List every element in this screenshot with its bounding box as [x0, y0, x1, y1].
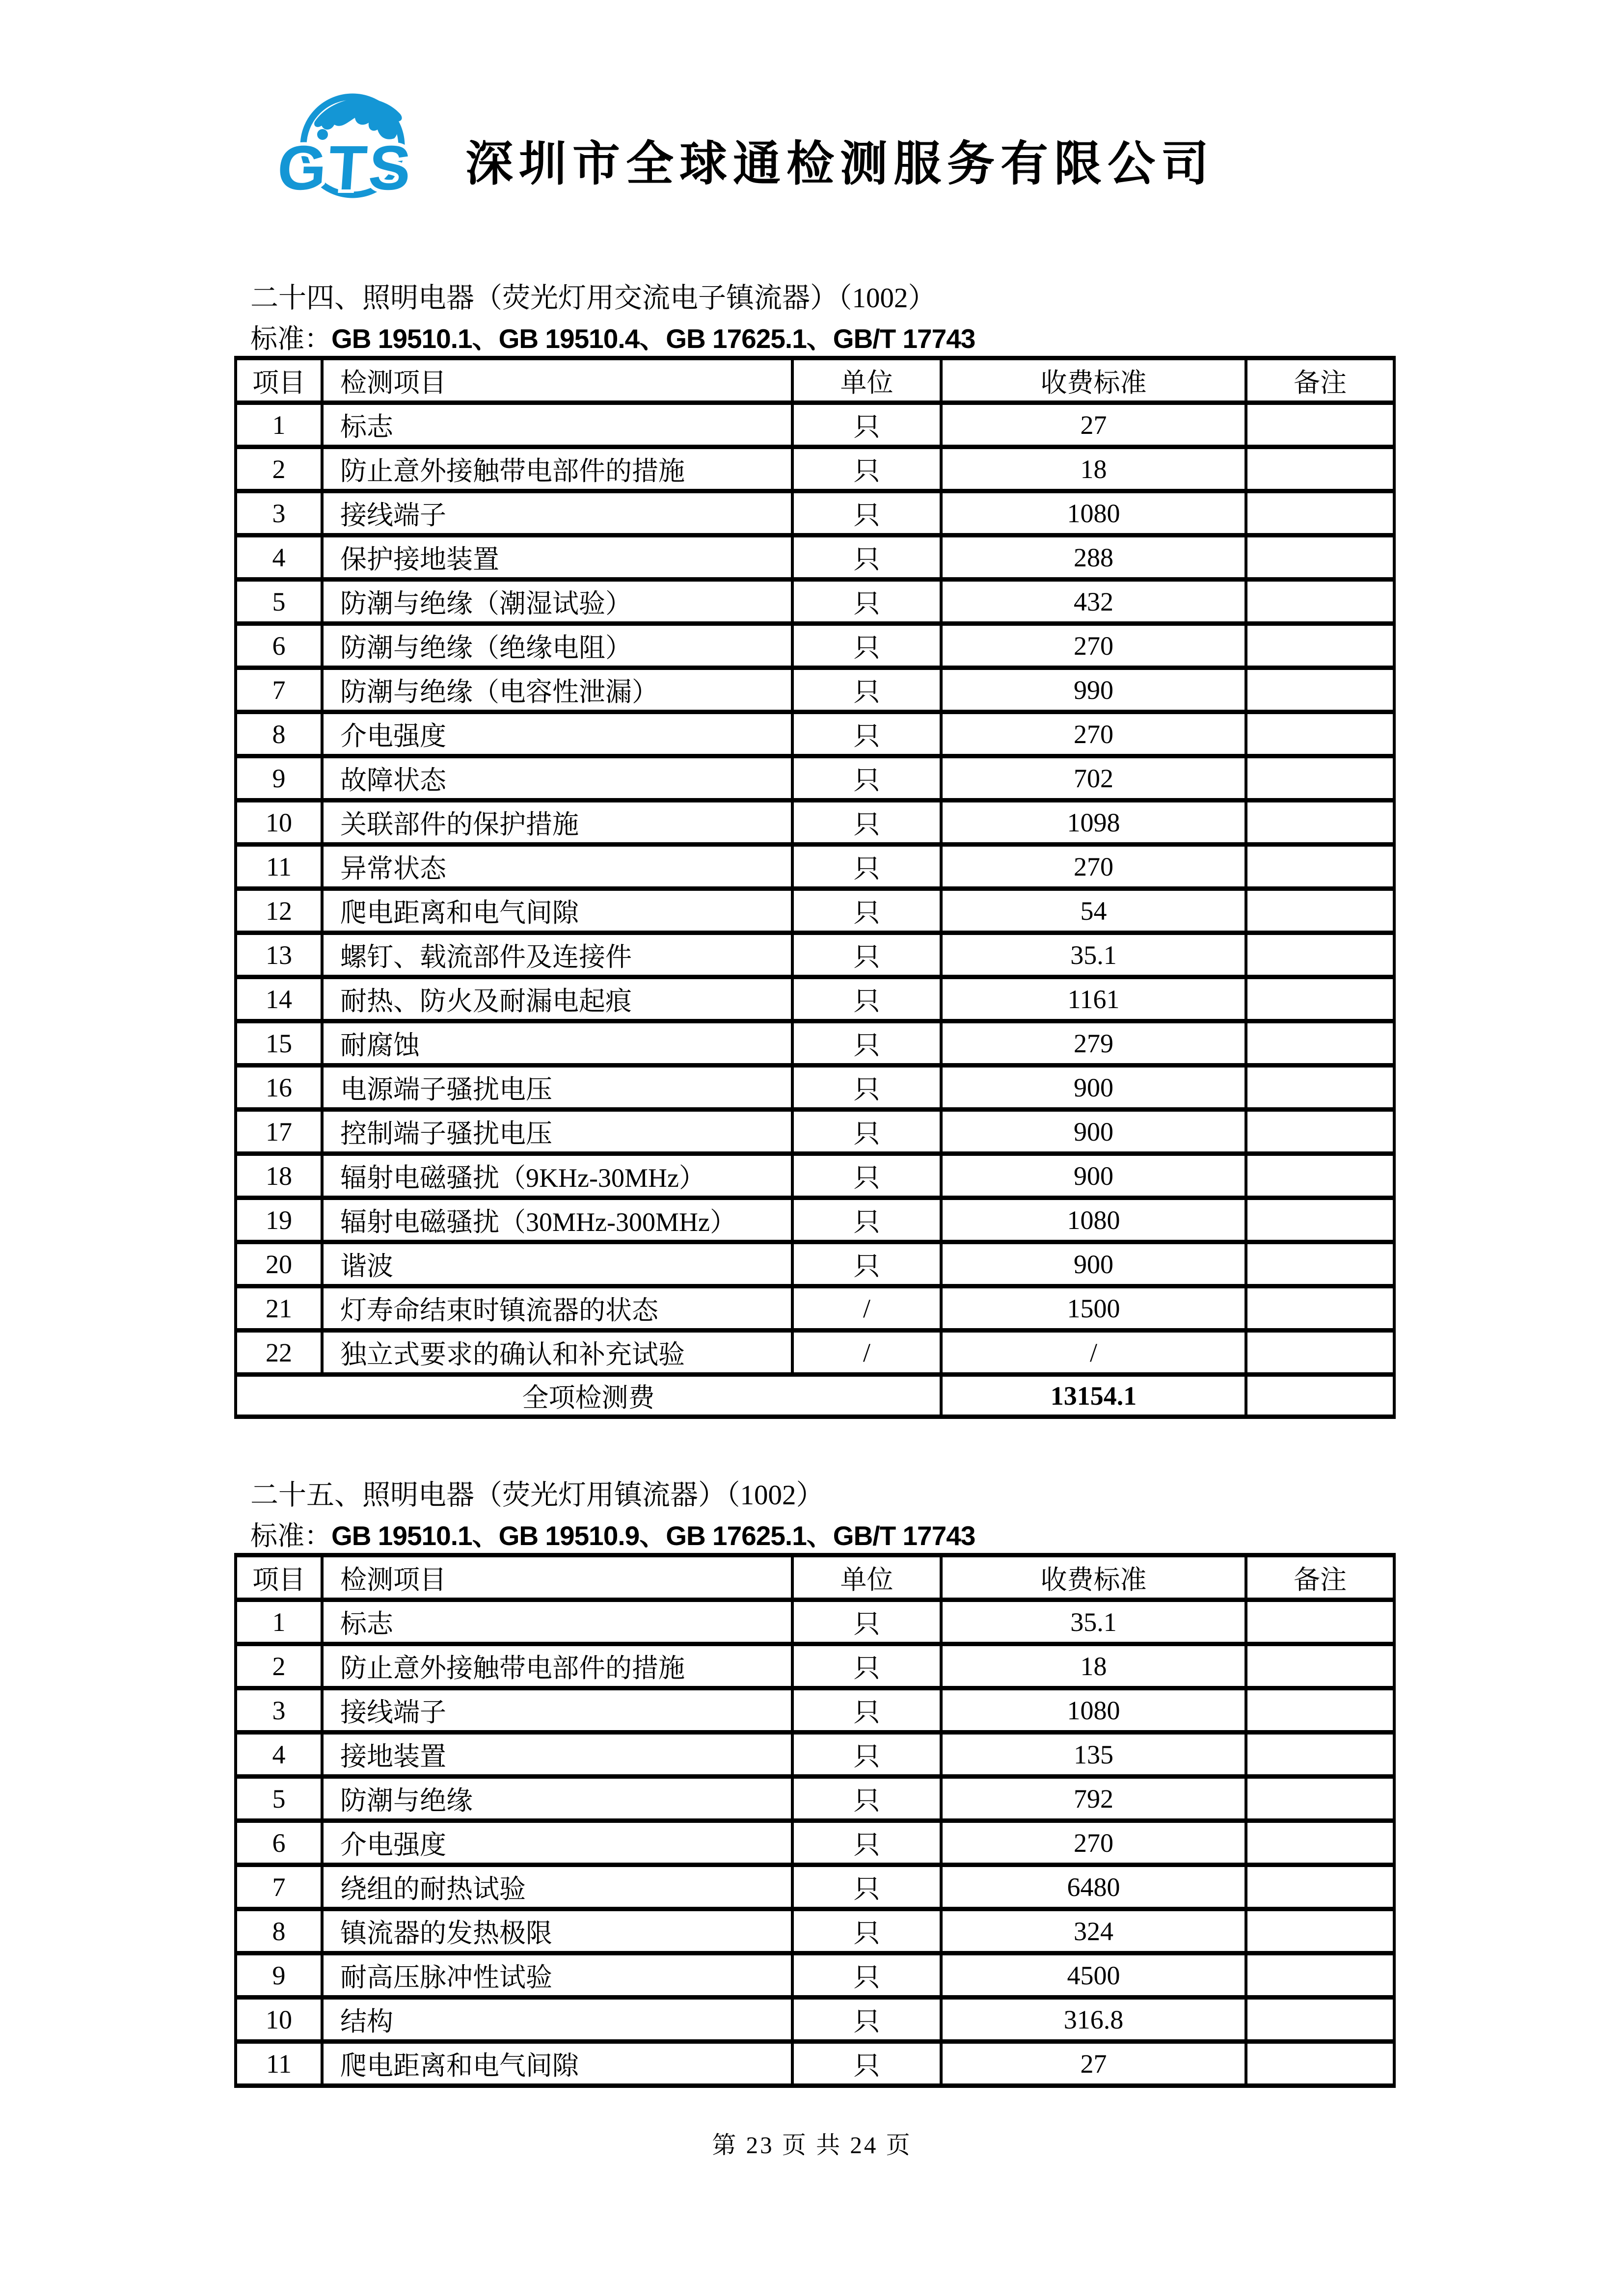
- cell-item: 耐腐蚀: [322, 1021, 792, 1066]
- cell-fee: 27: [941, 403, 1246, 447]
- table-row: [236, 447, 1394, 491]
- cell-fee: 35.1: [941, 1600, 1246, 1644]
- section-24: [234, 275, 1393, 1419]
- cell-remark: [1246, 845, 1394, 889]
- cell-no: 7: [236, 1865, 322, 1909]
- table-row: [236, 756, 1394, 801]
- cell-no: 10: [236, 801, 322, 845]
- cell-no: 20: [236, 1242, 322, 1286]
- cell-unit: 只: [792, 889, 941, 933]
- cell-remark: [1246, 977, 1394, 1021]
- section-title: 二十四、照明电器（荧光灯用交流电子镇流器）（1002）: [250, 283, 936, 314]
- cell-fee: 54: [941, 889, 1246, 933]
- cell-remark: [1246, 1865, 1394, 1909]
- cell-no: 22: [236, 1331, 322, 1375]
- cell-remark: [1246, 933, 1394, 977]
- section-title: 二十五、照明电器（荧光灯用镇流器）（1002）: [250, 1480, 824, 1511]
- total-fee: 13154.1: [941, 1375, 1246, 1417]
- cell-unit: 只: [792, 1821, 941, 1865]
- cell-item: 谐波: [322, 1242, 792, 1286]
- cell-remark: [1246, 1644, 1394, 1688]
- cell-item: 绕组的耐热试验: [322, 1865, 792, 1909]
- table-row: [236, 1331, 1394, 1375]
- cell-item: 保护接地装置: [322, 535, 792, 580]
- cell-unit: 只: [792, 1644, 941, 1688]
- standards-line: [250, 321, 1393, 356]
- cell-no: 5: [236, 580, 322, 624]
- standards-line: [250, 1519, 1393, 1553]
- column-header: 单位: [792, 1555, 941, 1600]
- cell-fee: 792: [941, 1777, 1246, 1821]
- cell-no: 7: [236, 668, 322, 712]
- standards-value: GB 19510.1、GB 19510.9、GB 17625.1、GB/T 17743: [331, 1521, 975, 1551]
- cell-unit: 只: [792, 1865, 941, 1909]
- cell-no: 13: [236, 933, 322, 977]
- cell-unit: 只: [792, 1998, 941, 2042]
- table-row: [236, 1998, 1394, 2042]
- table-row: [236, 1688, 1394, 1733]
- cell-unit: 只: [792, 933, 941, 977]
- cell-item: 耐高压脉冲性试验: [322, 1953, 792, 1998]
- cell-item: 标志: [322, 1600, 792, 1644]
- cell-unit: 只: [792, 447, 941, 491]
- cell-no: 15: [236, 1021, 322, 1066]
- table-row: [236, 1733, 1394, 1777]
- cell-remark: [1246, 1909, 1394, 1953]
- cell-unit: 只: [792, 1600, 941, 1644]
- cell-unit: 只: [792, 491, 941, 535]
- cell-fee: 1161: [941, 977, 1246, 1021]
- cell-unit: 只: [792, 1066, 941, 1110]
- table-row: [236, 1154, 1394, 1198]
- cell-unit: 只: [792, 977, 941, 1021]
- cell-fee: 316.8: [941, 1998, 1246, 2042]
- cell-unit: 只: [792, 1198, 941, 1242]
- table-row: [236, 668, 1394, 712]
- cell-remark: [1246, 756, 1394, 801]
- cell-unit: 只: [792, 1953, 941, 1998]
- cell-no: 21: [236, 1286, 322, 1331]
- page-content: [234, 275, 1393, 2088]
- cell-no: 5: [236, 1777, 322, 1821]
- column-header: 收费标准: [941, 358, 1246, 403]
- cell-no: 18: [236, 1154, 322, 1198]
- column-header: 项目: [236, 358, 322, 403]
- cell-fee: 324: [941, 1909, 1246, 1953]
- fee-table-24: [234, 356, 1396, 1419]
- section-25: [234, 1472, 1393, 2088]
- cell-remark: [1246, 1021, 1394, 1066]
- cell-item: 介电强度: [322, 712, 792, 756]
- cell-item: 防潮与绝缘（潮湿试验）: [322, 580, 792, 624]
- column-header: 备注: [1246, 358, 1394, 403]
- cell-remark: [1246, 1110, 1394, 1154]
- cell-remark: [1246, 1331, 1394, 1375]
- table-row: [236, 1644, 1394, 1688]
- cell-no: 10: [236, 1998, 322, 2042]
- cell-no: 8: [236, 712, 322, 756]
- cell-fee: 900: [941, 1154, 1246, 1198]
- cell-unit: 只: [792, 1777, 941, 1821]
- cell-no: 9: [236, 1953, 322, 1998]
- cell-unit: /: [792, 1331, 941, 1375]
- cell-remark: [1246, 2042, 1394, 2086]
- cell-item: 防止意外接触带电部件的措施: [322, 1644, 792, 1688]
- cell-unit: 只: [792, 845, 941, 889]
- cell-item: 电源端子骚扰电压: [322, 1066, 792, 1110]
- table-row: [236, 845, 1394, 889]
- cell-item: 防潮与绝缘: [322, 1777, 792, 1821]
- cell-remark: [1246, 1242, 1394, 1286]
- gts-globe-logo: [268, 83, 434, 209]
- cell-unit: 只: [792, 668, 941, 712]
- cell-fee: 6480: [941, 1865, 1246, 1909]
- cell-fee: 270: [941, 712, 1246, 756]
- standards-label: 标准：: [250, 1521, 332, 1551]
- cell-no: 1: [236, 1600, 322, 1644]
- column-header: 项目: [236, 1555, 322, 1600]
- cell-fee: 135: [941, 1733, 1246, 1777]
- table-row: [236, 1821, 1394, 1865]
- cell-remark: [1246, 447, 1394, 491]
- cell-unit: 只: [792, 1242, 941, 1286]
- table-row: [236, 2042, 1394, 2086]
- table-row: [236, 889, 1394, 933]
- cell-fee: 900: [941, 1066, 1246, 1110]
- table-row: [236, 1198, 1394, 1242]
- cell-remark: [1246, 1688, 1394, 1733]
- cell-remark: [1246, 668, 1394, 712]
- cell-fee: 1080: [941, 491, 1246, 535]
- cell-fee: 900: [941, 1110, 1246, 1154]
- cell-fee: 270: [941, 624, 1246, 668]
- table-row: [236, 1865, 1394, 1909]
- cell-item: 爬电距离和电气间隙: [322, 889, 792, 933]
- cell-remark: [1246, 1066, 1394, 1110]
- table-row: [236, 1777, 1394, 1821]
- cell-remark: [1246, 1286, 1394, 1331]
- cell-fee: 35.1: [941, 933, 1246, 977]
- cell-fee: 1080: [941, 1198, 1246, 1242]
- table-row: [236, 1953, 1394, 1998]
- cell-fee: 27: [941, 2042, 1246, 2086]
- cell-item: 控制端子骚扰电压: [322, 1110, 792, 1154]
- cell-fee: 279: [941, 1021, 1246, 1066]
- cell-item: 防潮与绝缘（绝缘电阻）: [322, 624, 792, 668]
- cell-item: 接地装置: [322, 1733, 792, 1777]
- cell-remark: [1246, 1375, 1394, 1417]
- cell-fee: 1500: [941, 1286, 1246, 1331]
- cell-no: 14: [236, 977, 322, 1021]
- cell-unit: 只: [792, 1110, 941, 1154]
- cell-fee: 1080: [941, 1688, 1246, 1733]
- table-row: [236, 491, 1394, 535]
- cell-fee: 1098: [941, 801, 1246, 845]
- cell-unit: 只: [792, 1688, 941, 1733]
- cell-no: 11: [236, 845, 322, 889]
- cell-unit: 只: [792, 1154, 941, 1198]
- cell-no: 11: [236, 2042, 322, 2086]
- cell-item: 防止意外接触带电部件的措施: [322, 447, 792, 491]
- cell-item: 耐热、防火及耐漏电起痕: [322, 977, 792, 1021]
- cell-no: 2: [236, 1644, 322, 1688]
- cell-item: 关联部件的保护措施: [322, 801, 792, 845]
- cell-no: 4: [236, 1733, 322, 1777]
- logo-letters: GTS: [275, 133, 415, 203]
- cell-item: 异常状态: [322, 845, 792, 889]
- cell-no: 8: [236, 1909, 322, 1953]
- cell-fee: 270: [941, 1821, 1246, 1865]
- table-row: [236, 977, 1394, 1021]
- table-row: [236, 1286, 1394, 1331]
- cell-remark: [1246, 1777, 1394, 1821]
- cell-no: 19: [236, 1198, 322, 1242]
- table-row: [236, 1021, 1394, 1066]
- cell-remark: [1246, 1953, 1394, 1998]
- column-header: 备注: [1246, 1555, 1394, 1600]
- table-row: [236, 624, 1394, 668]
- column-header: 单位: [792, 358, 941, 403]
- header-row: [236, 358, 1394, 403]
- cell-fee: 990: [941, 668, 1246, 712]
- cell-item: 标志: [322, 403, 792, 447]
- fee-table-25: [234, 1553, 1396, 2088]
- cell-no: 1: [236, 403, 322, 447]
- cell-fee: 288: [941, 535, 1246, 580]
- table-row: [236, 403, 1394, 447]
- cell-no: 12: [236, 889, 322, 933]
- standards-label: 标准：: [250, 324, 332, 354]
- cell-fee: 432: [941, 580, 1246, 624]
- cell-unit: 只: [792, 1909, 941, 1953]
- table-row: [236, 712, 1394, 756]
- company-name: 深圳市全球通检测服务有限公司: [465, 138, 1215, 190]
- cell-remark: [1246, 624, 1394, 668]
- cell-remark: [1246, 491, 1394, 535]
- cell-remark: [1246, 801, 1394, 845]
- cell-unit: 只: [792, 535, 941, 580]
- cell-item: 介电强度: [322, 1821, 792, 1865]
- cell-no: 3: [236, 491, 322, 535]
- cell-item: 接线端子: [322, 1688, 792, 1733]
- cell-remark: [1246, 1821, 1394, 1865]
- cell-remark: [1246, 1154, 1394, 1198]
- cell-item: 故障状态: [322, 756, 792, 801]
- cell-fee: 18: [941, 1644, 1246, 1688]
- cell-remark: [1246, 535, 1394, 580]
- cell-item: 结构: [322, 1998, 792, 2042]
- total-label: 全项检测费: [236, 1375, 941, 1417]
- globe-icon: [268, 83, 434, 209]
- cell-item: 防潮与绝缘（电容性泄漏）: [322, 668, 792, 712]
- cell-remark: [1246, 1998, 1394, 2042]
- table-row: [236, 1909, 1394, 1953]
- cell-no: 6: [236, 624, 322, 668]
- cell-unit: 只: [792, 1733, 941, 1777]
- table-row: [236, 580, 1394, 624]
- table-row: [236, 1600, 1394, 1644]
- standards-value: GB 19510.1、GB 19510.4、GB 17625.1、GB/T 17743: [331, 323, 975, 354]
- cell-fee: 18: [941, 447, 1246, 491]
- column-header: 检测项目: [322, 358, 792, 403]
- cell-unit: 只: [792, 712, 941, 756]
- cell-unit: /: [792, 1286, 941, 1331]
- cell-item: 镇流器的发热极限: [322, 1909, 792, 1953]
- cell-fee: /: [941, 1331, 1246, 1375]
- cell-item: 爬电距离和电气间隙: [322, 2042, 792, 2086]
- cell-unit: 只: [792, 756, 941, 801]
- table-row: [236, 535, 1394, 580]
- cell-remark: [1246, 1733, 1394, 1777]
- cell-unit: 只: [792, 624, 941, 668]
- cell-no: 6: [236, 1821, 322, 1865]
- cell-item: 辐射电磁骚扰（9KHz-30MHz）: [322, 1154, 792, 1198]
- table-row: [236, 933, 1394, 977]
- table-row: [236, 1066, 1394, 1110]
- header-row: [236, 1555, 1394, 1600]
- cell-item: 独立式要求的确认和补充试验: [322, 1331, 792, 1375]
- cell-item: 螺钉、载流部件及连接件: [322, 933, 792, 977]
- cell-no: 4: [236, 535, 322, 580]
- cell-item: 灯寿命结束时镇流器的状态: [322, 1286, 792, 1331]
- cell-remark: [1246, 1600, 1394, 1644]
- column-header: 检测项目: [322, 1555, 792, 1600]
- table-row: [236, 801, 1394, 845]
- cell-unit: 只: [792, 1021, 941, 1066]
- cell-fee: 4500: [941, 1953, 1246, 1998]
- cell-unit: 只: [792, 801, 941, 845]
- cell-unit: 只: [792, 580, 941, 624]
- cell-fee: 270: [941, 845, 1246, 889]
- cell-unit: 只: [792, 2042, 941, 2086]
- table-row: [236, 1110, 1394, 1154]
- table-row: [236, 1242, 1394, 1286]
- cell-no: 3: [236, 1688, 322, 1733]
- cell-fee: 900: [941, 1242, 1246, 1286]
- cell-no: 9: [236, 756, 322, 801]
- cell-no: 17: [236, 1110, 322, 1154]
- column-header: 收费标准: [941, 1555, 1246, 1600]
- cell-item: 辐射电磁骚扰（30MHz-300MHz）: [322, 1198, 792, 1242]
- total-row: [236, 1375, 1394, 1417]
- cell-remark: [1246, 712, 1394, 756]
- cell-remark: [1246, 889, 1394, 933]
- cell-remark: [1246, 403, 1394, 447]
- cell-remark: [1246, 580, 1394, 624]
- cell-item: 接线端子: [322, 491, 792, 535]
- page-number: 第 23 页 共 24 页: [712, 2132, 912, 2159]
- cell-fee: 702: [941, 756, 1246, 801]
- cell-remark: [1246, 1198, 1394, 1242]
- cell-unit: 只: [792, 403, 941, 447]
- cell-no: 16: [236, 1066, 322, 1110]
- cell-no: 2: [236, 447, 322, 491]
